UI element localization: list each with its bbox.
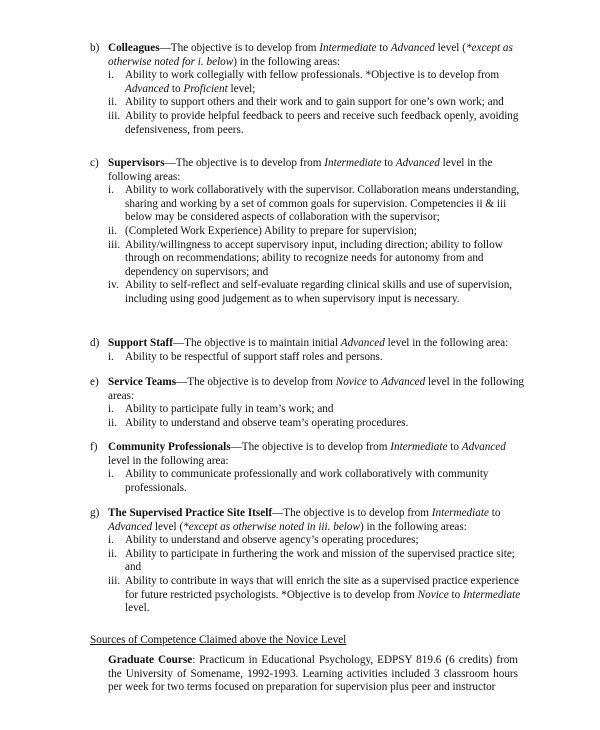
list-item: i. Ability to be respectful of support staff roles and persons. — [108, 350, 383, 363]
list-item: i. Ability to work collaboratively with the supervisor. Collaboration means understanding, sharing and working by a set of common goals for supervision. Competencies ii & iii below may be considered aspects of collaboration with the supervisor; — [108, 184, 520, 224]
item-list — [108, 184, 530, 306]
section-letter: b) — [90, 42, 100, 54]
section-letter: f) — [90, 441, 98, 453]
section-supervisors — [90, 157, 530, 307]
item-list — [108, 351, 530, 365]
section-heading: g) The Supervised Practice Site Itself—The objective is to develop from Intermediate to Advanced level (*except as otherwise noted in iii. below) in the following areas: — [90, 507, 501, 533]
list-item: iii. Ability to contribute in ways that will enrich the site as a supervised practice experience for future restricted psychologists. *Objective is to develop from Novice to Intermediate level. — [108, 574, 521, 615]
list-item: i. Ability to understand and observe agency’s operating procedures; — [108, 534, 419, 547]
list-item: ii. Ability to support others and their work and to gain support for one’s own work; and — [108, 96, 504, 109]
list-item: iii. Ability to provide helpful feedback to peers and receive such feedback openly, avoiding defensiveness, from peers. — [108, 109, 519, 136]
item-list — [108, 468, 530, 495]
list-item: i. Ability to work collegially with fellow professionals. *Objective is to develop from Advanced to Proficient level; — [108, 69, 500, 95]
section-letter: d) — [90, 337, 100, 349]
list-item: ii. Ability to participate in furthering the work and mission of the supervised practice site; and — [108, 547, 515, 574]
section-support-staff — [90, 337, 530, 364]
list-item: ii. (Completed Work Experience) Ability to prepare for supervision; — [108, 224, 417, 237]
list-item: iii. Ability/willingness to accept supervisory input, including direction; ability to follow through on recommendations; ability to recognize needs for autonomy from and dependency on supervisors; and — [108, 238, 503, 278]
section-name: Colleagues — [108, 42, 160, 54]
list-item: ii. Ability to understand and observe team’s operating procedures. — [108, 416, 409, 429]
section-letter: g) — [90, 507, 100, 519]
section-name: The Supervised Practice Site Itself — [108, 507, 273, 519]
list-item: i. Ability to participate fully in team’s work; and — [108, 403, 334, 416]
section-heading: e) Service Teams—The objective is to develop from Novice to Advanced level in the following areas: — [90, 376, 525, 402]
section-name: Supervisors — [108, 157, 165, 169]
section-heading: b) Colleagues—The objective is to develop from Intermediate to Advanced level (*except as otherwise noted for i. below) in the following areas: — [90, 42, 513, 68]
section-letter: e) — [90, 376, 99, 388]
list-item: i. Ability to communicate professionally and work collaboratively with community professionals. — [108, 468, 489, 494]
section-community-professionals — [90, 441, 530, 495]
section-heading: d) Support Staff—The objective is to maintain initial Advanced level in the following area: — [90, 337, 509, 349]
section-name: Support Staff — [108, 337, 173, 349]
graduate-course-paragraph: Graduate Course: Practicum in Educational Psychology, EDPSY 819.6 (6 credits) from the University of Somename, 1992-1993. Learning activities included 3 classroom hours per week for two terms focused on preparation for supervision plus peer and instructor — [108, 654, 518, 694]
graduate-course-label: Graduate Course — [108, 654, 193, 666]
list-item: iv. Ability to self-reflect and self-evaluate regarding clinical skills and use of supervision, including using good judgement as to when supervisory input is necessary. — [108, 279, 513, 305]
section-heading: f) Community Professionals—The objective is to develop from Intermediate to Advanced level in the following area: — [90, 441, 506, 467]
section-name: Service Teams — [108, 376, 177, 388]
item-list — [108, 534, 530, 616]
section-heading: c) Supervisors—The objective is to develop from Intermediate to Advanced level in the following areas: — [90, 157, 493, 183]
section-colleagues — [90, 42, 530, 137]
section-name: Community Professionals — [108, 441, 231, 453]
section-service-teams — [90, 376, 530, 430]
section-letter: c) — [90, 157, 99, 169]
section-supervised-practice-site — [90, 507, 530, 616]
item-list — [108, 403, 530, 430]
item-list — [108, 69, 530, 137]
sources-heading: Sources of Competence Claimed above the Novice Level — [90, 634, 347, 646]
